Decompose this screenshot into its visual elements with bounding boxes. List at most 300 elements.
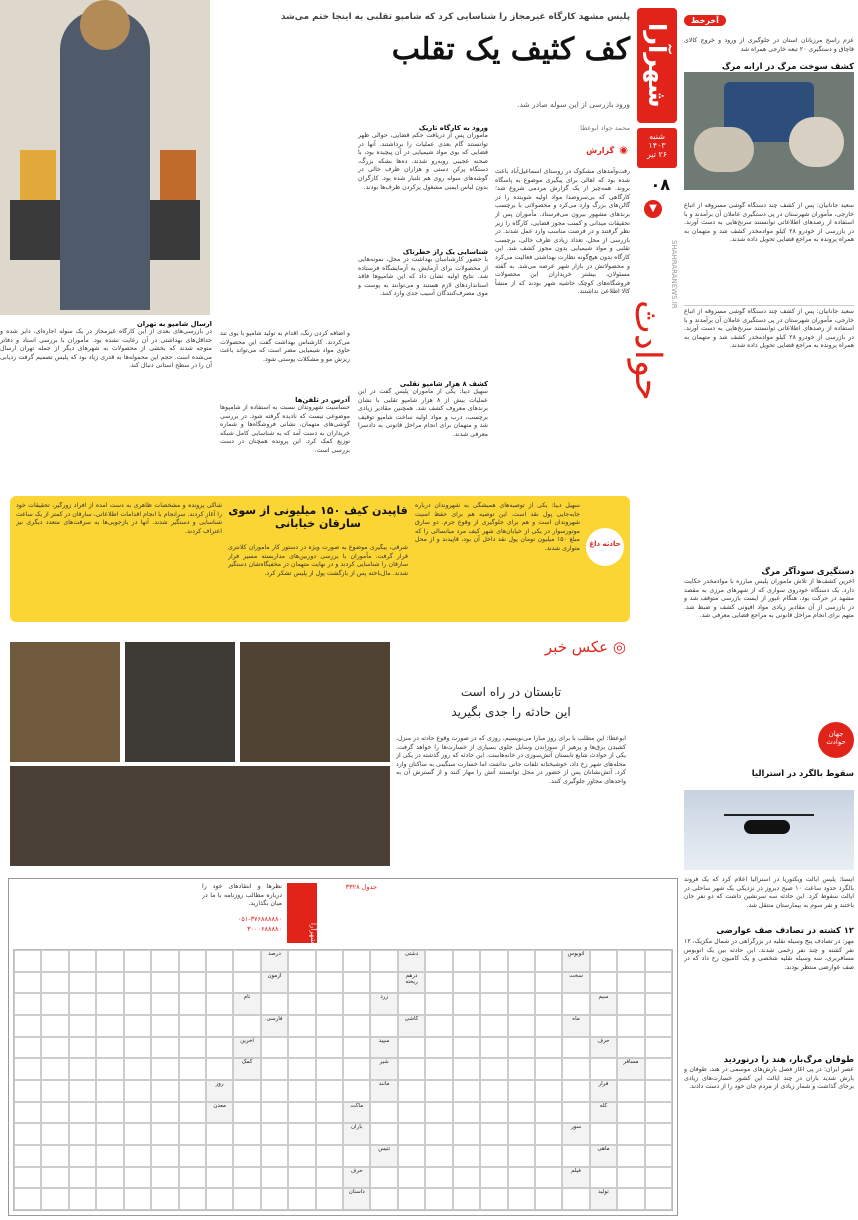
crossword-cell[interactable] [425,993,452,1015]
crossword-cell[interactable] [480,1188,507,1210]
crossword-cell[interactable] [508,1037,535,1059]
crossword-cell[interactable] [151,1058,178,1080]
crossword-cell[interactable] [316,993,343,1015]
crossword-cell[interactable] [562,1037,589,1059]
crossword-cell[interactable] [398,1123,425,1145]
crossword-cell[interactable] [41,1123,68,1145]
crossword-cell[interactable] [151,1037,178,1059]
crossword-cell[interactable] [151,1123,178,1145]
crossword-cell[interactable] [645,1123,672,1145]
crossword-cell[interactable] [370,950,397,972]
crossword-cell[interactable] [124,1123,151,1145]
crossword-cell[interactable] [69,993,96,1015]
crossword-cell[interactable] [617,1167,644,1189]
crossword-cell[interactable] [288,1167,315,1189]
crossword-clue[interactable]: آزمون [261,972,288,994]
crossword-cell[interactable] [508,1123,535,1145]
crossword-cell[interactable] [14,950,41,972]
crossword-cell[interactable] [288,1123,315,1145]
crossword-cell[interactable] [480,972,507,994]
crossword-clue[interactable]: سخت [562,972,589,994]
crossword-cell[interactable] [398,1167,425,1189]
crossword-cell[interactable] [206,972,233,994]
crossword-cell[interactable] [398,1037,425,1059]
crossword-cell[interactable] [645,1037,672,1059]
crossword-cell[interactable] [535,993,562,1015]
crossword-cell[interactable] [590,1123,617,1145]
crossword-cell[interactable] [41,972,68,994]
crossword-cell[interactable] [562,1058,589,1080]
crossword-cell[interactable] [69,1080,96,1102]
crossword-cell[interactable] [288,993,315,1015]
crossword-cell[interactable] [562,993,589,1015]
crossword-cell[interactable] [508,1188,535,1210]
crossword-clue[interactable]: معدن [206,1102,233,1124]
crossword-cell[interactable] [453,993,480,1015]
crossword-cell[interactable] [316,1037,343,1059]
crossword-cell[interactable] [343,1145,370,1167]
crossword-cell[interactable] [453,1080,480,1102]
crossword-cell[interactable] [261,1102,288,1124]
crossword-cell[interactable] [151,972,178,994]
crossword-cell[interactable] [343,950,370,972]
crossword-clue[interactable]: مسافر [617,1058,644,1080]
crossword-cell[interactable] [151,1167,178,1189]
crossword-cell[interactable] [316,1145,343,1167]
crossword-cell[interactable] [179,1102,206,1124]
crossword-cell[interactable] [179,1015,206,1037]
crossword-clue[interactable]: داستان [343,1188,370,1210]
crossword-cell[interactable] [69,1015,96,1037]
crossword-cell[interactable] [645,1102,672,1124]
crossword-clue[interactable]: اتوبوس [562,950,589,972]
crossword-cell[interactable] [288,1145,315,1167]
crossword-cell[interactable] [288,1188,315,1210]
crossword-cell[interactable] [617,993,644,1015]
crossword-cell[interactable] [508,1015,535,1037]
crossword-cell[interactable] [14,1102,41,1124]
crossword-cell[interactable] [453,1037,480,1059]
crossword-clue[interactable]: ماه [562,1015,589,1037]
crossword-sms[interactable]: ۳۰۰۰۶۸۸۸۸۰ [247,925,282,933]
crossword-cell[interactable] [41,950,68,972]
crossword-cell[interactable] [398,1145,425,1167]
crossword-cell[interactable] [645,1015,672,1037]
crossword-cell[interactable] [69,1037,96,1059]
crossword-cell[interactable] [96,1080,123,1102]
crossword-cell[interactable] [96,993,123,1015]
crossword-clue[interactable]: کمک [233,1058,260,1080]
crossword-clue[interactable]: درهم ریخته [398,972,425,994]
crossword-cell[interactable] [124,972,151,994]
crossword-cell[interactable] [425,950,452,972]
crossword-cell[interactable] [425,1037,452,1059]
crossword-clue[interactable]: کاشی [398,1015,425,1037]
crossword-cell[interactable] [370,1015,397,1037]
crossword-cell[interactable] [151,993,178,1015]
crossword-cell[interactable] [480,1080,507,1102]
crossword-cell[interactable] [233,1145,260,1167]
crossword-cell[interactable] [425,1123,452,1145]
crossword-clue[interactable]: روز [206,1080,233,1102]
crossword-cell[interactable] [151,1188,178,1210]
crossword-clue[interactable]: آخرین [233,1037,260,1059]
crossword-cell[interactable] [480,1015,507,1037]
crossword-clue[interactable]: فیلم [562,1167,589,1189]
crossword-clue[interactable]: دشتی [398,950,425,972]
crossword-cell[interactable] [480,1167,507,1189]
crossword-cell[interactable] [617,1123,644,1145]
crossword-cell[interactable] [370,1167,397,1189]
crossword-cell[interactable] [261,1037,288,1059]
crossword-cell[interactable] [480,1145,507,1167]
crossword-cell[interactable] [316,1102,343,1124]
crossword-cell[interactable] [590,1167,617,1189]
newspaper-logo[interactable]: شهرآرا [637,8,677,123]
arrow-down-icon[interactable]: ▼ [644,200,662,218]
crossword-cell[interactable] [316,1080,343,1102]
crossword-cell[interactable] [151,950,178,972]
crossword-cell[interactable] [645,1145,672,1167]
crossword-cell[interactable] [206,1015,233,1037]
crossword-clue[interactable]: تنیس [370,1145,397,1167]
crossword-cell[interactable] [562,1188,589,1210]
crossword-cell[interactable] [41,1015,68,1037]
crossword-cell[interactable] [206,1037,233,1059]
crossword-cell[interactable] [617,1015,644,1037]
crossword-cell[interactable] [535,950,562,972]
crossword-cell[interactable] [645,950,672,972]
crossword-clue[interactable]: مانند [370,1080,397,1102]
crossword-cell[interactable] [343,1080,370,1102]
crossword-cell[interactable] [508,1167,535,1189]
crossword-cell[interactable] [41,1080,68,1102]
crossword-clue[interactable]: تولید [590,1188,617,1210]
crossword-cell[interactable] [562,1080,589,1102]
crossword-cell[interactable] [288,1037,315,1059]
crossword-clue[interactable]: زرد [370,993,397,1015]
crossword-cell[interactable] [425,1015,452,1037]
crossword-cell[interactable] [508,972,535,994]
crossword-cell[interactable] [233,1123,260,1145]
crossword-cell[interactable] [453,972,480,994]
crossword-clue[interactable]: شیر [370,1058,397,1080]
crossword-cell[interactable] [453,950,480,972]
crossword-cell[interactable] [617,1145,644,1167]
crossword-cell[interactable] [617,972,644,994]
crossword-cell[interactable] [179,1080,206,1102]
crossword-cell[interactable] [370,972,397,994]
crossword-cell[interactable] [535,1145,562,1167]
crossword-clue[interactable]: حرف [343,1167,370,1189]
crossword-cell[interactable] [288,1058,315,1080]
crossword-cell[interactable] [508,1102,535,1124]
crossword-cell[interactable] [96,1188,123,1210]
crossword-cell[interactable] [14,1167,41,1189]
crossword-cell[interactable] [96,972,123,994]
crossword-cell[interactable] [288,950,315,972]
crossword-cell[interactable] [480,1037,507,1059]
crossword-cell[interactable] [96,1167,123,1189]
crossword-cell[interactable] [69,1102,96,1124]
crossword-cell[interactable] [508,1058,535,1080]
crossword-cell[interactable] [617,1080,644,1102]
crossword-cell[interactable] [179,1123,206,1145]
crossword-cell[interactable] [617,1188,644,1210]
crossword-cell[interactable] [179,1167,206,1189]
crossword-cell[interactable] [151,1015,178,1037]
col-b-heading-2: شناسایی یک راز خطرناک [402,248,488,256]
crossword-cell[interactable] [508,1145,535,1167]
crossword-cell[interactable] [233,1102,260,1124]
crossword-cell[interactable] [645,993,672,1015]
crossword-clue[interactable]: باران [343,1123,370,1145]
crossword-cell[interactable] [179,1037,206,1059]
site-url[interactable]: SHAHRARANEWS.IR [670,240,678,309]
crossword-cell[interactable] [316,950,343,972]
crossword-clue[interactable]: حرف [590,1037,617,1059]
crossword-cell[interactable] [343,972,370,994]
crossword-cell[interactable] [590,1015,617,1037]
crossword-cell[interactable] [179,993,206,1015]
crossword-cell[interactable] [645,1167,672,1189]
crossword-clue[interactable]: سور [562,1123,589,1145]
crossword-cell[interactable] [261,1080,288,1102]
crossword-cell[interactable] [41,993,68,1015]
crossword-cell[interactable] [343,1058,370,1080]
crossword-cell[interactable] [535,1167,562,1189]
crossword-cell[interactable] [453,1167,480,1189]
crossword-cell[interactable] [179,1058,206,1080]
crossword-cell[interactable] [206,950,233,972]
crossword-cell[interactable] [425,972,452,994]
crossword-cell[interactable] [124,950,151,972]
crossword-cell[interactable] [562,1102,589,1124]
crossword-cell[interactable] [151,1102,178,1124]
crossword-cell[interactable] [535,1058,562,1080]
crossword-cell[interactable] [480,1058,507,1080]
crossword-clue[interactable]: سپید [370,1037,397,1059]
crossword-cell[interactable] [14,1080,41,1102]
crossword-cell[interactable] [41,1188,68,1210]
crossword-cell[interactable] [96,1037,123,1059]
crossword-cell[interactable] [96,1102,123,1124]
crossword-cell[interactable] [535,1037,562,1059]
crossword-cell[interactable] [96,1145,123,1167]
crossword-cell[interactable] [480,1102,507,1124]
crossword-cell[interactable] [508,950,535,972]
crossword-cell[interactable] [261,1058,288,1080]
crossword-cell[interactable] [206,1123,233,1145]
crossword-cell[interactable] [69,1058,96,1080]
crossword-cell[interactable] [617,1102,644,1124]
crossword-cell[interactable] [535,972,562,994]
crossword-cell[interactable] [316,1167,343,1189]
crossword-cell[interactable] [233,950,260,972]
crossword-cell[interactable] [316,1015,343,1037]
crossword-cell[interactable] [206,993,233,1015]
crossword-cell[interactable] [370,1102,397,1124]
crossword-clue[interactable]: کله [590,1102,617,1124]
crossword-cell[interactable] [233,1188,260,1210]
crossword-clue[interactable]: درصد [261,950,288,972]
crossword-cell[interactable] [124,1015,151,1037]
crossword-cell[interactable] [645,972,672,994]
crossword-cell[interactable] [316,1058,343,1080]
crossword-cell[interactable] [562,1145,589,1167]
crossword-clue[interactable]: سیم [590,993,617,1015]
crossword-cell[interactable] [535,1102,562,1124]
crossword-cell[interactable] [288,1080,315,1102]
crossword-cell[interactable] [124,1188,151,1210]
crossword-cell[interactable] [316,1123,343,1145]
crossword-clue[interactable]: ماهی [590,1145,617,1167]
crossword-clue[interactable]: فارسی [261,1015,288,1037]
crossword-cell[interactable] [124,1080,151,1102]
crossword-clue[interactable]: فرار [590,1080,617,1102]
crossword-cell[interactable] [425,1145,452,1167]
crossword-cell[interactable] [425,1188,452,1210]
crossword-cell[interactable] [14,1058,41,1080]
crossword-cell[interactable] [41,1145,68,1167]
crossword-cell[interactable] [179,950,206,972]
crossword-cell[interactable] [261,1123,288,1145]
crossword-cell[interactable] [645,1188,672,1210]
crossword-cell[interactable] [41,1058,68,1080]
crossword-cell[interactable] [480,1123,507,1145]
story-title: کف کثیف یک تقلب [391,32,630,67]
crossword-cell[interactable] [425,1102,452,1124]
crossword-cell[interactable] [124,1058,151,1080]
crossword-cell[interactable] [645,1080,672,1102]
crossword-cell[interactable] [261,1145,288,1167]
crossword-cell[interactable] [69,972,96,994]
crossword-cell[interactable] [398,1080,425,1102]
crossword-cell[interactable] [617,950,644,972]
helicopter-photo [684,790,854,870]
crossword-cell[interactable] [233,1080,260,1102]
crossword-cell[interactable] [41,1167,68,1189]
crossword-cell[interactable] [261,1188,288,1210]
crossword-cell[interactable] [316,972,343,994]
crossword-cell[interactable] [370,1188,397,1210]
crossword-cell[interactable] [398,993,425,1015]
crossword-cell[interactable] [425,1080,452,1102]
crossword-clue[interactable]: ماکت [343,1102,370,1124]
crossword-cell[interactable] [453,1188,480,1210]
crossword-cell[interactable] [179,1145,206,1167]
crossword-cell[interactable] [124,993,151,1015]
crossword-cell[interactable] [233,1167,260,1189]
crossword-cell[interactable] [288,1102,315,1124]
crossword-cell[interactable] [41,1037,68,1059]
crossword-cell[interactable] [151,1080,178,1102]
crossword-cell[interactable] [151,1145,178,1167]
crossword-cell[interactable] [206,1188,233,1210]
crossword-cell[interactable] [96,950,123,972]
crossword-cell[interactable] [14,972,41,994]
crossword-cell[interactable] [398,1188,425,1210]
crossword-cell[interactable] [261,1167,288,1189]
crossword-cell[interactable] [316,1188,343,1210]
crossword-cell[interactable] [288,972,315,994]
crossword-cell[interactable] [398,1102,425,1124]
crossword-cell[interactable] [179,1188,206,1210]
crossword-cell[interactable] [590,950,617,972]
crossword-cell[interactable] [343,993,370,1015]
crossword-cell[interactable] [398,1058,425,1080]
crossword-cell[interactable] [69,1145,96,1167]
crossword-cell[interactable] [14,1123,41,1145]
crossword-cell[interactable] [617,1037,644,1059]
crossword-cell[interactable] [370,1123,397,1145]
crossword-cell[interactable] [233,972,260,994]
crossword-cell[interactable] [453,1123,480,1145]
crossword-cell[interactable] [206,1058,233,1080]
crossword-cell[interactable] [96,1123,123,1145]
photo-news-label-text: عکس خبر [544,638,609,656]
crossword-cell[interactable] [206,1167,233,1189]
crossword-cell[interactable] [206,1145,233,1167]
crossword-cell[interactable] [124,1167,151,1189]
crossword-cell[interactable] [96,1058,123,1080]
crossword-cell[interactable] [535,1080,562,1102]
crossword-cell[interactable] [343,1037,370,1059]
crossword-cell[interactable] [480,993,507,1015]
crossword-cell[interactable] [453,1058,480,1080]
crossword-cell[interactable] [14,1015,41,1037]
crossword-cell[interactable] [453,1102,480,1124]
crossword-phone[interactable]: ۰۵۱-۳۷۶۸۸۸۸۸۰ [237,915,282,923]
crossword-cell[interactable] [453,1145,480,1167]
crossword-cell[interactable] [645,1058,672,1080]
crossword-cell[interactable] [179,972,206,994]
crossword-cell[interactable] [480,950,507,972]
crossword-cell[interactable] [233,1015,260,1037]
crossword-cell[interactable] [14,1145,41,1167]
crossword-cell[interactable] [69,1123,96,1145]
crossword-cell[interactable] [124,1037,151,1059]
crossword-clue[interactable]: نام [233,993,260,1015]
crossword-cell[interactable] [41,1102,68,1124]
crossword-cell[interactable] [261,993,288,1015]
crossword-cell[interactable] [425,1167,452,1189]
crossword-cell[interactable] [96,1015,123,1037]
photo-news-label [396,638,626,656]
crossword-cell[interactable] [14,1037,41,1059]
crossword-cell[interactable] [14,1188,41,1210]
crossword-cell[interactable] [535,1188,562,1210]
crossword-cell[interactable] [69,950,96,972]
crossword-cell[interactable] [508,1080,535,1102]
crossword-cell[interactable] [343,1015,370,1037]
crossword-cell[interactable] [453,1015,480,1037]
crossword-cell[interactable] [124,1145,151,1167]
crossword-cell[interactable] [69,1188,96,1210]
camera-icon: ◎ [612,638,626,656]
crossword-cell[interactable] [124,1102,151,1124]
crossword-cell[interactable] [69,1167,96,1189]
crossword-cell[interactable] [288,1015,315,1037]
crossword-cell[interactable] [508,993,535,1015]
crossword-cell[interactable] [590,972,617,994]
crossword-cell[interactable] [590,1058,617,1080]
story-kicker: پلیس مشهد کارگاه غیرمجاز را شناسایی کرد که شامپو تقلبی به اینجا ختم می‌شد [281,12,630,22]
crossword-cell[interactable] [14,993,41,1015]
crossword-cell[interactable] [535,1123,562,1145]
crossword-cell[interactable] [535,1015,562,1037]
crossword-cell[interactable] [425,1058,452,1080]
